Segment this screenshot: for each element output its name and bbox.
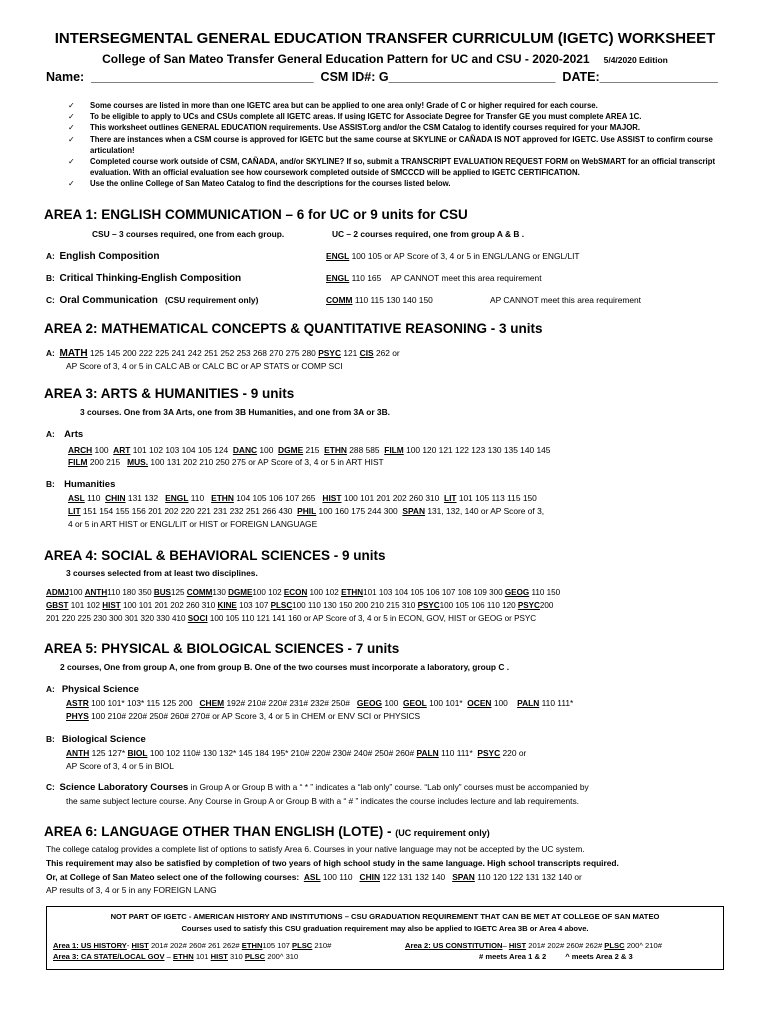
area4-line2: [46, 600, 553, 612]
text-fragment: 100 102: [309, 588, 339, 597]
dept-code: ECON: [283, 588, 308, 597]
text-fragment: (CSU requirement only): [164, 295, 259, 305]
area3-hum-line3: 4 or 5 in ART HIST or ENGL/LIT or HIST or FOREIGN LANGUAGE: [68, 519, 318, 529]
dept-code: PSYC: [417, 601, 440, 610]
area2-heading: AREA 2: MATHEMATICAL CONCEPTS & QUANTITATIVE REASONING - 3 units: [44, 321, 543, 336]
checkmark-icon: ✓: [68, 134, 75, 144]
text-fragment: 100 101*: [429, 698, 463, 708]
area1-b-row: [46, 272, 241, 285]
text-fragment: 220 or: [502, 748, 527, 758]
area3-note: 3 courses. One from 3A Arts, one from 3B Humanities, and one from 3A or 3B.: [80, 407, 390, 417]
area3-hum-line2: [68, 505, 544, 517]
text-fragment: 121: [343, 348, 358, 358]
text-fragment: 131, 132, 140 or AP Score of 3,: [427, 506, 545, 516]
text-fragment: B:: [46, 273, 55, 283]
text-fragment: 101 105 113 115 150: [458, 493, 537, 503]
dept-code: Area 1: US HISTORY: [53, 941, 127, 950]
box-title: NOT PART OF IGETC - AMERICAN HISTORY AND INSTITUTIONS – CSU GRADUATION REQUIREMENT THAT CAN BE MET AT COLLEGE OF SAN MATEO: [110, 912, 660, 921]
dept-code: HIST: [102, 601, 121, 610]
text-fragment: To be eligible to apply to UCs and CSUs complete all IGETC areas. If using IGETC for Associate Degree for Transfer GE you must complete AREA 1C.: [90, 112, 642, 122]
text-fragment: 100 101 201 202 260 310: [122, 601, 216, 610]
text-fragment: 100 102: [252, 588, 282, 597]
area5-note: 2 courses, One from group A, one from group B. One of the two courses must incorporate a laboratory, group C .: [60, 662, 510, 672]
text-fragment: 105 107: [262, 941, 290, 950]
text-fragment: 122 131 132 140: [382, 872, 446, 882]
box-legend: # meets Area 1 & 2 ^ meets Area 2 & 3: [479, 952, 633, 961]
text-fragment: 125 145 200 222 225 241 242 251 252 253 268 270 275 280: [89, 348, 316, 358]
dept-code: ENGL: [326, 273, 350, 283]
area3-a-row: [46, 428, 83, 441]
instruction-item: [68, 178, 728, 189]
text-fragment: 100 110 130 150 200 210 215 310: [292, 601, 416, 610]
text-fragment: Arts: [64, 429, 84, 440]
dept-code: ADMJ: [46, 588, 69, 597]
dept-code: MATH: [59, 348, 88, 359]
dept-code: PLSC: [270, 601, 293, 610]
text-fragment: Or, at College of San Mateo select one of the following courses:: [46, 872, 300, 882]
area1-b-courses: [326, 272, 542, 284]
text-fragment: 100: [493, 698, 508, 708]
dept-code: PALN: [517, 698, 540, 708]
text-fragment: 110 111*: [541, 698, 574, 708]
checkmark-icon: ✓: [68, 123, 75, 133]
text-fragment: 200: [539, 601, 554, 610]
area5-c-line2: the same subject lecture course. Any Course in Group A or Group B with a “ # ” indicates the course includes lecture and lab requirements.: [66, 796, 579, 806]
dept-code: OCEN: [467, 698, 492, 708]
dept-code: FILM: [384, 445, 404, 455]
checkmark-icon: ✓: [68, 179, 75, 189]
dept-code: HIST: [210, 952, 228, 961]
checkmark-icon: ✓: [68, 157, 75, 167]
dept-code: ETHN: [341, 588, 364, 597]
csu-requirement-box: [46, 906, 724, 970]
text-fragment: 101: [195, 952, 209, 961]
area5-a-row: [46, 683, 139, 696]
area5-phys-line1: [66, 697, 573, 709]
dept-code: Area 3: CA STATE/LOCAL GOV: [53, 952, 165, 961]
text-fragment: Completed course work outside of CSM, CAÑADA, and/or SKYLINE? If so, submit a TRANSCRIPT EVALUATION REQUEST FORM on WebSMART for an official transcript evaluation. With an official evaluation see how coursework completed outside of SMCCCD will be applied to IGETC CERTIFICATION.: [90, 157, 716, 178]
text-fragment: 110 165: [351, 273, 382, 283]
area5-c-row: [46, 781, 589, 794]
box-area3-line: [53, 951, 298, 963]
dept-code: ASL: [303, 872, 321, 882]
dept-code: PLSC: [292, 941, 313, 950]
dept-code: DGME: [278, 445, 304, 455]
text-fragment: 262 or: [375, 348, 400, 358]
text-fragment: English Composition: [59, 251, 160, 262]
area1-c-note: AP CANNOT meet this area requirement: [490, 295, 641, 305]
text-fragment: 100: [68, 588, 83, 597]
text-fragment: Biological Science: [61, 734, 146, 745]
instruction-item: [68, 156, 728, 178]
dept-code: ART: [113, 445, 131, 455]
dept-code: ETHN: [211, 493, 234, 503]
text-fragment: 100 131 202 210 250 275 or AP Score of 3, 4 or 5 in ART HIST: [150, 457, 384, 467]
dept-code: ANTH: [66, 748, 90, 758]
instruction-item: [68, 122, 728, 133]
text-fragment: 100 101 201 202 260 310: [343, 493, 440, 503]
area1-a-courses: [326, 250, 580, 262]
text-fragment: 110 180 350: [107, 588, 152, 597]
text-fragment: Some courses are listed in more than one IGETC area but can be applied to one area only! Grade of C or higher required for each course.: [90, 101, 598, 110]
text-fragment: 210#: [314, 941, 332, 950]
edition-label: 5/4/2020 Edition: [603, 55, 668, 65]
checkmark-icon: ✓: [68, 112, 75, 122]
dept-code: COMM: [326, 295, 353, 305]
dept-code: FILM: [68, 457, 88, 467]
text-fragment: –: [502, 941, 507, 950]
area5-bio-line2: AP Score of 3, 4 or 5 in BIOL: [66, 761, 174, 771]
text-fragment: A:: [46, 348, 55, 358]
text-fragment: B:: [46, 734, 55, 744]
text-fragment: 131 132: [127, 493, 159, 503]
dept-code: PLSC: [604, 941, 625, 950]
text-fragment: 110 115 130 140 150: [354, 295, 433, 305]
dept-code: LIT: [68, 506, 81, 516]
text-fragment: 100 105 or AP Score of 3, 4 or 5 in ENGL/LANG or ENGL/LIT: [351, 251, 580, 261]
text-fragment: 201 220 225 230 300 301 320 330 410: [46, 614, 186, 623]
dept-code: HIST: [322, 493, 342, 503]
text-fragment: 125 127*: [91, 748, 126, 758]
area5-b-row: [46, 733, 146, 746]
text-fragment: B:: [46, 479, 55, 489]
text-fragment: A:: [46, 684, 55, 694]
text-fragment: 100 110: [322, 872, 353, 882]
area5-bio-line1: [66, 747, 526, 759]
area6-line2: This requirement may also be satisfied by completion of two years of high school study in the same language. High school transcripts required.: [46, 858, 619, 868]
text-fragment: 104 105 106 107 265: [236, 493, 316, 503]
text-fragment: 103 107: [239, 601, 269, 610]
area1-heading: AREA 1: ENGLISH COMMUNICATION – 6 for UC or 9 units for CSU: [44, 207, 468, 222]
text-fragment: 100 105 110 121 141 160 or AP Score of 3, 4 or 5 in ECON, GOV, HIST or GEOG or PSYC: [209, 614, 537, 623]
text-fragment: 101 102: [70, 601, 100, 610]
text-fragment: 100 105 106 110 120: [439, 601, 516, 610]
text-fragment: C:: [46, 295, 55, 305]
text-fragment: 200^ 310: [267, 952, 299, 961]
text-fragment: 192# 210# 220# 231# 232# 250#: [226, 698, 350, 708]
dept-code: ARCH: [68, 445, 93, 455]
dept-code: DANC: [232, 445, 258, 455]
dept-code: PSYC: [517, 601, 540, 610]
dept-code: PALN: [416, 748, 439, 758]
dept-code: PLSC: [244, 952, 266, 961]
dept-code: Area 2: US CONSTITUTION: [405, 941, 503, 950]
dept-code: GEOG: [504, 588, 530, 597]
area1-c-row: [46, 294, 258, 307]
area1-uc-note: UC – 2 courses required, one from group A & B .: [332, 229, 525, 239]
text-fragment: Science Laboratory Courses: [59, 782, 189, 793]
subtitle-text: College of San Mateo Transfer General Education Pattern for UC and CSU - 2020-2021: [102, 52, 590, 66]
area3-arts-line2: [68, 456, 384, 468]
text-fragment: 101 102 103 104 105 124: [132, 445, 229, 455]
text-fragment: Use the online College of San Mateo Catalog to find the descriptions for the courses listed below.: [90, 179, 451, 189]
page-subtitle: [0, 52, 770, 66]
text-fragment: C:: [46, 782, 55, 792]
area4-line3: [46, 613, 536, 625]
dept-code: DGME: [228, 588, 253, 597]
dept-code: CHIN: [359, 872, 381, 882]
text-fragment: 200 215: [89, 457, 121, 467]
area5-heading: AREA 5: PHYSICAL & BIOLOGICAL SCIENCES - 7 units: [44, 641, 400, 656]
dept-code: SOCI: [187, 614, 208, 623]
name-id-date-line[interactable]: Name: ________________________________ CSM ID#: G________________________ DATE:_________________: [46, 70, 718, 84]
dept-code: HIST: [131, 941, 149, 950]
dept-code: CHIN: [105, 493, 126, 503]
area1-csu-note: CSU – 3 courses required, one from each group.: [92, 229, 285, 239]
text-fragment: -: [126, 941, 130, 950]
text-fragment: 101 103 104 105 106 107 108 109 300: [363, 588, 503, 597]
dept-code: ENGL: [326, 251, 350, 261]
text-fragment: 110: [87, 493, 101, 503]
text-fragment: Physical Science: [61, 684, 139, 695]
text-fragment: 288 585: [349, 445, 380, 455]
dept-code: ETHN: [173, 952, 194, 961]
text-fragment: 151 154 155 156 201 202 220 221 231 232 251 266 430: [82, 506, 293, 516]
area5-phys-line2: [66, 710, 420, 722]
text-fragment: 201# 202# 260# 262#: [528, 941, 603, 950]
text-fragment: –: [166, 952, 171, 961]
checkmark-icon: ✓: [68, 101, 75, 110]
text-fragment: 130: [212, 588, 226, 597]
area1-c-courses: [326, 294, 433, 306]
area2-ap-line: AP Score of 3, 4 or 5 in CALC AB or CALC BC or AP STATS or COMP SCI: [66, 361, 343, 371]
area6-line4: AP results of 3, 4 or 5 in any FOREIGN LANG: [46, 885, 217, 895]
text-fragment: 110 150: [531, 588, 561, 597]
dept-code: BIOL: [127, 748, 148, 758]
dept-code: ASTR: [66, 698, 89, 708]
text-fragment: 110 120 122 131 132 140 or: [477, 872, 582, 882]
instructions-list: [68, 100, 728, 190]
dept-code: ETHN: [241, 941, 263, 950]
dept-code: PHIL: [297, 506, 317, 516]
area6-line1: The college catalog provides a complete list of options to satisfy Area 6. Courses in your native language may not be accepted by the UC system.: [46, 844, 585, 854]
text-fragment: AREA 6: LANGUAGE OTHER THAN ENGLISH (LOTE) -: [44, 824, 392, 839]
dept-code: SPAN: [452, 872, 475, 882]
area4-heading: AREA 4: SOCIAL & BEHAVIORAL SCIENCES - 9 units: [44, 548, 386, 563]
text-fragment: 100: [384, 698, 399, 708]
dept-code: GBST: [46, 601, 69, 610]
dept-code: ASL: [68, 493, 85, 503]
text-fragment: A:: [46, 251, 55, 261]
page-title: INTERSEGMENTAL GENERAL EDUCATION TRANSFER CURRICULUM (IGETC) WORKSHEET: [54, 30, 716, 47]
text-fragment: AP CANNOT meet this area requirement: [390, 273, 542, 283]
area3-b-row: [46, 478, 115, 491]
dept-code: ANTH: [84, 588, 108, 597]
text-fragment: in Group A or Group B with a “ * ” indicates a “lab only” course. “Lab only” courses must be accompanied by: [190, 782, 589, 792]
dept-code: PSYC: [477, 748, 501, 758]
text-fragment: 100: [94, 445, 109, 455]
instruction-item: [68, 134, 728, 156]
area3-heading: AREA 3: ARTS & HUMANITIES - 9 units: [44, 386, 295, 401]
instruction-item: [68, 100, 728, 111]
dept-code: SPAN: [402, 506, 426, 516]
dept-code: LIT: [443, 493, 457, 503]
box-subtitle: Courses used to satisfy this CSU graduation requirement may also be applied to IGETC Area 3B or Area 4 above.: [181, 924, 589, 933]
text-fragment: (UC requirement only): [395, 828, 490, 838]
dept-code: KINE: [217, 601, 237, 610]
instruction-item: [68, 111, 728, 122]
dept-code: ETHN: [324, 445, 347, 455]
text-fragment: 100 160 175 244 300: [318, 506, 398, 516]
dept-code: GEOL: [403, 698, 427, 708]
text-fragment: 215: [305, 445, 320, 455]
text-fragment: Oral Communication: [59, 295, 158, 306]
dept-code: PHYS: [66, 711, 89, 721]
dept-code: COMM: [186, 588, 213, 597]
text-fragment: Critical Thinking-English Composition: [59, 273, 242, 284]
area4-note: 3 courses selected from at least two disciplines.: [66, 568, 258, 578]
text-fragment: 100 102 110# 130 132* 145 184 195* 210# 220# 230# 240# 250# 260#: [149, 748, 415, 758]
dept-code: GEOG: [356, 698, 383, 708]
text-fragment: A:: [46, 429, 55, 439]
area1-a-row: [46, 250, 160, 263]
area6-line3: [46, 871, 582, 883]
text-fragment: 200^ 210#: [626, 941, 662, 950]
dept-code: MUS.: [127, 457, 149, 467]
dept-code: CHEM: [199, 698, 225, 708]
dept-code: HIST: [508, 941, 527, 950]
text-fragment: 110: [190, 493, 205, 503]
text-fragment: 125: [170, 588, 185, 597]
text-fragment: 100 210# 220# 250# 260# 270# or AP Score 3, 4 or 5 in CHEM or ENV SCI or PHYSICS: [91, 711, 421, 721]
area3-hum-line1: [68, 492, 537, 504]
text-fragment: 100: [259, 445, 274, 455]
area3-arts-line1: [68, 444, 550, 456]
dept-code: PSYC: [318, 348, 341, 358]
text-fragment: This worksheet outlines GENERAL EDUCATION requirements. Use ASSIST.org and/or the CSM Catalog to identify courses required for your MAJOR.: [90, 123, 641, 133]
dept-code: BUS: [153, 588, 171, 597]
text-fragment: 201# 202# 260# 261 262#: [150, 941, 240, 950]
text-fragment: Humanities: [64, 479, 116, 490]
text-fragment: 310: [230, 952, 243, 961]
text-fragment: 100 101* 103* 115 125 200: [91, 698, 193, 708]
area2-courses: [46, 347, 400, 360]
area4-line1: [46, 587, 560, 599]
text-fragment: 100 120 121 122 123 130 135 140 145: [406, 445, 551, 455]
text-fragment: 110 111*: [441, 748, 473, 758]
dept-code: ENGL: [165, 493, 189, 503]
text-fragment: There are instances when a CSM course is approved for IGETC but the same course at SKYLINE or CAÑADA IS NOT approved for IGETC. Use ASSIST to confirm course articulation!: [90, 134, 713, 155]
area6-heading: [44, 824, 490, 839]
dept-code: CIS: [359, 348, 374, 358]
